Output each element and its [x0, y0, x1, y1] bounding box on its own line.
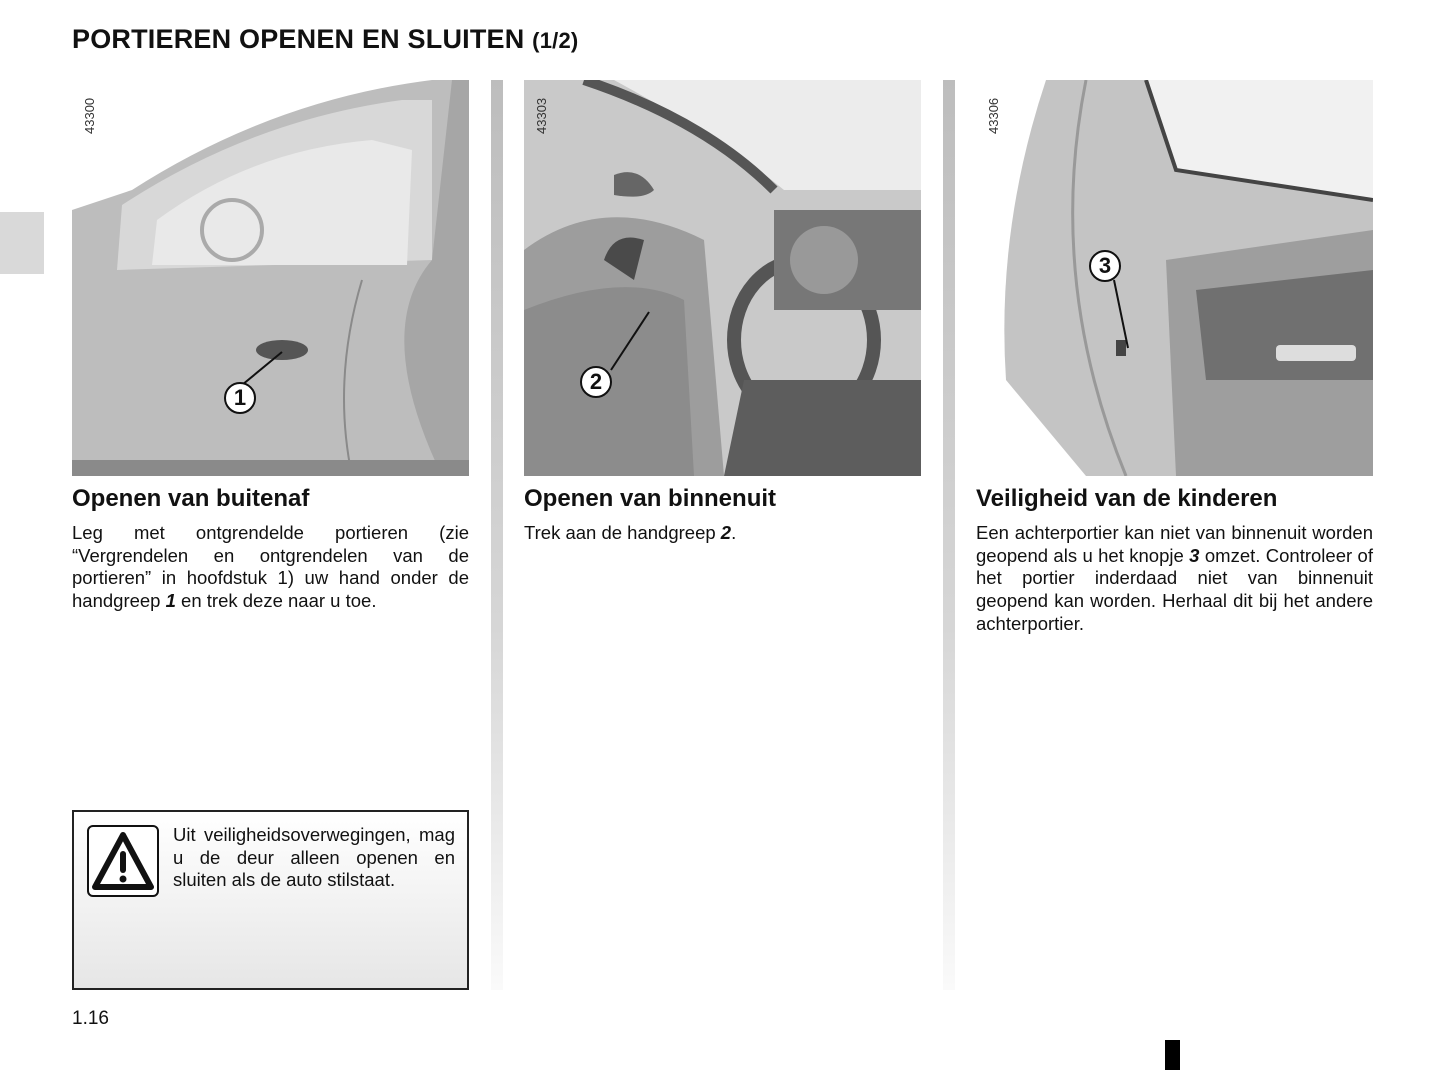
title-suffix: (1/2) — [532, 28, 579, 53]
warning-text: Uit veiligheidsoverwegingen, mag u de deur alleen openen en sluiten als de auto stilstaat. — [173, 824, 455, 891]
column-divider — [943, 80, 955, 990]
chapter-tab — [0, 212, 44, 274]
car-door-illustration — [72, 80, 469, 476]
figure-number: 43300 — [82, 97, 97, 134]
column-divider — [491, 80, 503, 990]
page-number: 1.16 — [72, 1008, 109, 1029]
rear-door-illustration — [976, 80, 1373, 476]
figure-exterior-door-handle — [72, 80, 469, 476]
section-heading: Openen van binnenuit — [524, 485, 777, 512]
section-open-inside — [524, 80, 921, 545]
callout-2: 2 — [580, 366, 612, 398]
figure-number: 43303 — [534, 97, 549, 134]
section-open-outside — [72, 80, 469, 613]
figure-number: 43306 — [986, 97, 1001, 134]
title-text: PORTIEREN OPENEN EN SLUITEN — [72, 24, 525, 54]
page-marker — [1165, 1040, 1180, 1070]
warning-box — [72, 810, 469, 990]
section-body: Trek aan de handgreep 2. — [524, 522, 737, 543]
figure-interior-door-handle — [524, 80, 921, 476]
warning-triangle-icon — [87, 825, 159, 897]
section-heading: Openen van buitenaf — [72, 485, 310, 512]
section-body: Leg met ontgrendelde portieren (zie “Vergrendelen en ontgrendelen van de portieren” in hoofdstuk 1) uw hand onder de handgreep 1 en trek deze naar u toe. — [72, 522, 469, 612]
page-title — [72, 24, 578, 55]
section-child-safety — [976, 80, 1373, 636]
callout-1: 1 — [224, 382, 256, 414]
section-heading: Veiligheid van de kinderen — [976, 485, 1278, 512]
figure-child-lock — [976, 80, 1373, 476]
section-body: Een achterportier kan niet van binnenuit worden geopend als u het knopje 3 omzet. Controleer of het portier inderdaad niet van binnenuit geopend kan worden. Herhaal dit bij het andere achterportier. — [976, 522, 1373, 634]
callout-3: 3 — [1089, 250, 1121, 282]
car-interior-illustration — [524, 80, 921, 476]
